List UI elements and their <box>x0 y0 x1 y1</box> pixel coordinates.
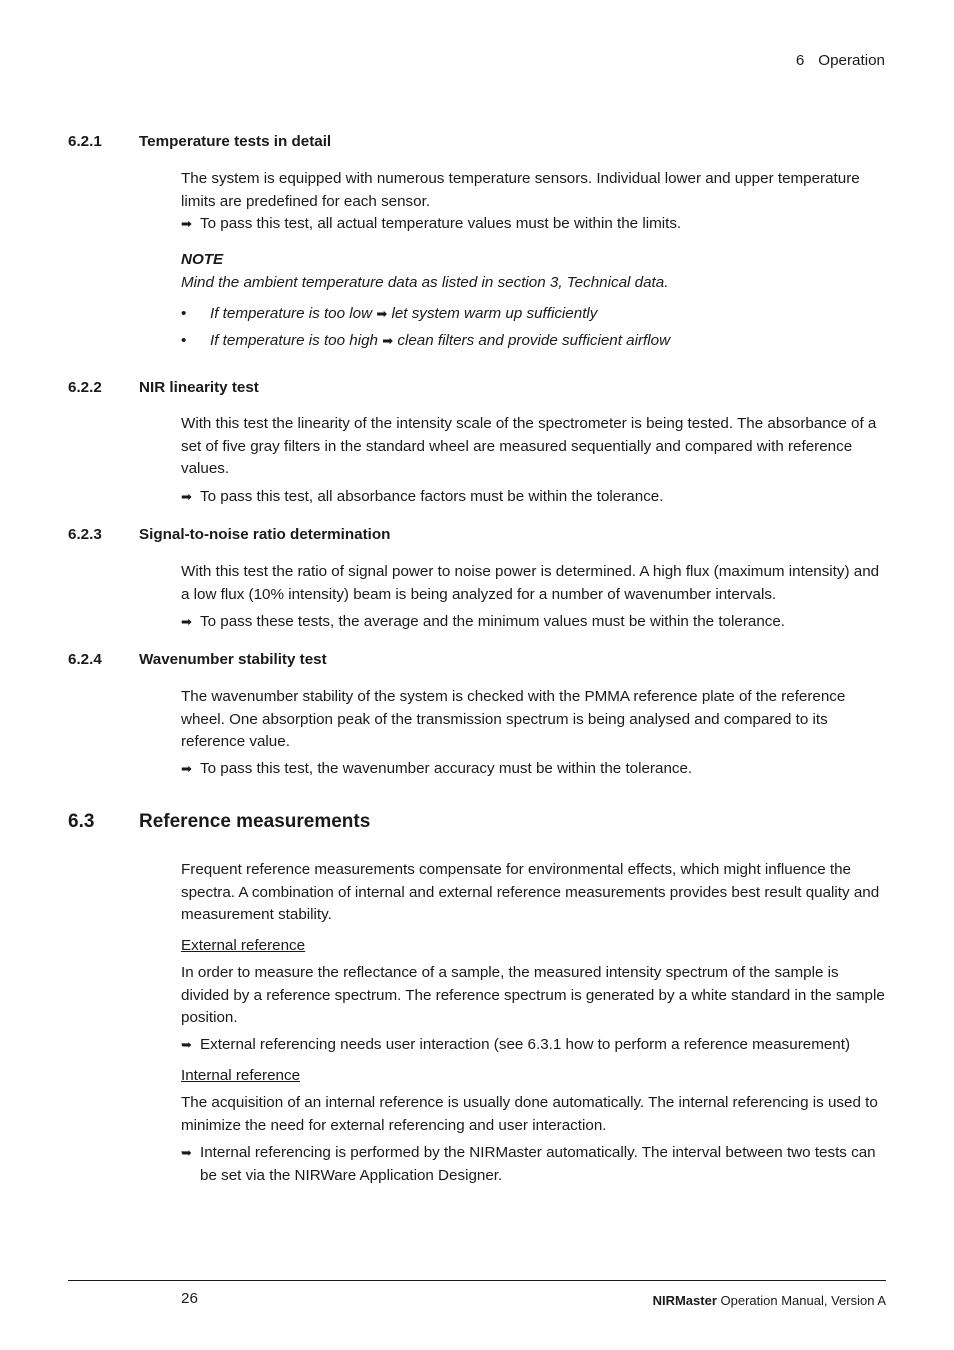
arrow-icon: ➡ <box>181 761 192 776</box>
paragraph: The system is equipped with numerous temperature sensors. Individual lower and upper temperature limits are predefined for each sensor. <box>181 170 860 210</box>
section-title: Signal-to-noise ratio determination <box>139 526 391 543</box>
result-text: Internal referencing is performed by the NIRMaster automatically. The interval between two tests can be set via the NIRWare Application Designer. <box>200 1144 876 1184</box>
list-item <box>181 330 670 352</box>
paragraph: Frequent reference measurements compensate for environmental effects, which might influence the spectra. A combination of internal and external reference measurements provides best result quality and measurement stability. <box>181 861 880 924</box>
result-text: To pass this test, the wavenumber accuracy must be within the tolerance. <box>200 760 693 777</box>
section-heading-6-2-3 <box>68 526 390 543</box>
list-item <box>181 303 597 325</box>
arrow-icon: ➡ <box>181 614 192 629</box>
section-number: 6.2.4 <box>68 651 102 668</box>
arrow-icon: ➡ <box>376 306 388 321</box>
section-title: Wavenumber stability test <box>139 651 327 668</box>
bullet-condition: If temperature is too high <box>210 332 378 349</box>
section-title: Temperature tests in detail <box>139 133 332 150</box>
result-line <box>181 1142 886 1187</box>
section-heading-6-2-1 <box>68 133 331 150</box>
result-line <box>181 611 886 634</box>
doc-title: Operation Manual, Version A <box>716 1293 886 1308</box>
note-text: Mind the ambient temperature data as listed in section 3, Technical data. <box>181 274 669 291</box>
chapter-number: 6 <box>795 52 805 69</box>
arrow-icon: ➡ <box>382 333 394 348</box>
bullet-action: clean filters and provide sufficient airflow <box>397 332 671 349</box>
page-header <box>796 52 885 69</box>
subheading-internal-reference <box>181 1065 886 1088</box>
section-heading-6-2-2 <box>68 379 259 396</box>
section-heading-6-2-4 <box>68 651 327 668</box>
result-text: To pass this test, all actual temperature values must be within the limits. <box>200 215 682 232</box>
note-label: NOTE <box>181 251 224 268</box>
subheading-text: External reference <box>181 937 306 954</box>
section-heading-6-3 <box>68 811 370 833</box>
paragraph: With this test the ratio of signal power to noise power is determined. A high flux (maximum intensity) and a low flux (10% intensity) beam is being analyzed for a number of wavenumber intervals. <box>181 563 880 603</box>
arrow-icon: ➡ <box>181 216 192 231</box>
paragraph: With this test the linearity of the intensity scale of the spectrometer is being tested. The absorbance of a set of five gray filters in the standard wheel are measured sequentially and compared with reference values. <box>181 415 877 478</box>
result-line <box>181 213 886 236</box>
bullet-icon: • <box>181 305 187 322</box>
section-number: 6.2.1 <box>68 133 102 150</box>
footer-doc-title <box>653 1293 886 1308</box>
section-title: Reference measurements <box>139 811 371 832</box>
page-number: 26 <box>181 1290 198 1307</box>
bullet-action: let system warm up sufficiently <box>391 305 598 322</box>
result-text: External referencing needs user interaction (see 6.3.1 how to perform a reference measurement) <box>200 1036 851 1053</box>
section-number: 6.2.2 <box>68 379 102 396</box>
curved-arrow-icon: ➥ <box>181 1037 192 1052</box>
chapter-title: Operation <box>818 52 885 69</box>
footer-divider <box>68 1280 886 1281</box>
arrow-icon: ➡ <box>181 489 192 504</box>
section-title: NIR linearity test <box>139 379 259 396</box>
bullet-icon: • <box>181 332 187 349</box>
section-number: 6.3 <box>68 811 95 832</box>
result-line <box>181 486 886 509</box>
bullet-condition: If temperature is too low <box>210 305 373 322</box>
result-line <box>181 758 886 781</box>
curved-arrow-icon: ➥ <box>181 1145 192 1160</box>
paragraph: The acquisition of an internal reference is usually done automatically. The internal referencing is used to minimize the need for external referencing and user interaction. <box>181 1094 878 1134</box>
result-text: To pass this test, all absorbance factors must be within the tolerance. <box>200 488 664 505</box>
paragraph: The wavenumber stability of the system is checked with the PMMA reference plate of the reference wheel. One absorption peak of the transmission spectrum is being analysed and compared to its reference value. <box>181 688 846 751</box>
result-line <box>181 1034 886 1057</box>
result-text: To pass these tests, the average and the minimum values must be within the tolerance. <box>200 613 786 630</box>
subheading-external-reference <box>181 935 886 958</box>
paragraph: In order to measure the reflectance of a sample, the measured intensity spectrum of the sample is divided by a reference spectrum. The reference spectrum is generated by a white standard in the sample position. <box>181 964 885 1027</box>
product-name: NIRMaster <box>652 1293 717 1308</box>
section-number: 6.2.3 <box>68 526 102 543</box>
subheading-text: Internal reference <box>181 1067 301 1084</box>
